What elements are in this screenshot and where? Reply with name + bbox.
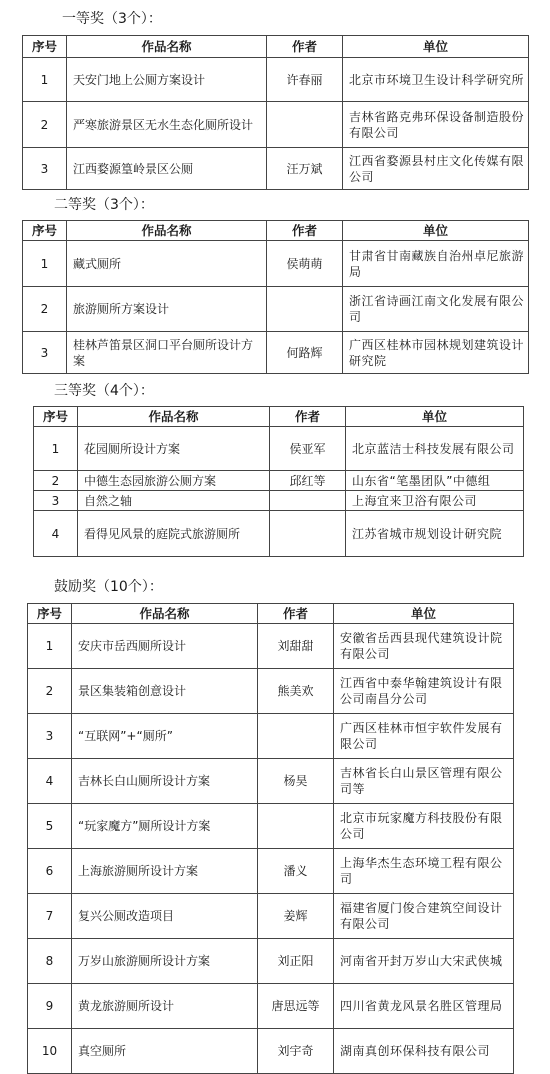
cell-no: 2 [23, 287, 67, 332]
table-row [28, 849, 514, 894]
cell-author: 刘宇奇 [258, 1029, 334, 1074]
table-row [28, 1029, 514, 1074]
header-title: 作品名称 [67, 221, 267, 241]
cell-no: 5 [28, 804, 72, 849]
cell-author: 许春丽 [267, 58, 343, 102]
cell-author: 唐思远等 [258, 984, 334, 1029]
cell-title: 安庆市岳西厕所设计 [72, 624, 258, 669]
cell-unit: 江西省中泰华翰建筑设计有限公司南昌分公司 [334, 669, 514, 714]
table-row [23, 58, 529, 102]
cell-unit: 北京蓝洁士科技发展有限公司 [346, 427, 524, 471]
header-unit: 单位 [343, 221, 529, 241]
cell-no: 4 [34, 511, 78, 557]
header-author: 作者 [267, 221, 343, 241]
cell-author [270, 511, 346, 557]
cell-no: 1 [28, 624, 72, 669]
cell-title: 中德生态园旅游公厕方案 [78, 471, 270, 491]
cell-author: 侯亚军 [270, 427, 346, 471]
header-title: 作品名称 [67, 36, 267, 58]
cell-title: 藏式厕所 [67, 241, 267, 287]
cell-author: 刘甜甜 [258, 624, 334, 669]
cell-no: 3 [23, 148, 67, 190]
cell-author: 刘正阳 [258, 939, 334, 984]
table-row [34, 511, 524, 557]
cell-title: 自然之轴 [78, 491, 270, 511]
cell-author: 何路辉 [267, 332, 343, 374]
cell-author [258, 714, 334, 759]
cell-title: 旅游厕所方案设计 [67, 287, 267, 332]
section-heading-third-prize: 三等奖（4个）： [54, 383, 154, 399]
table-row [28, 714, 514, 759]
cell-unit: 浙江省诗画江南文化发展有限公司 [343, 287, 529, 332]
cell-unit: 四川省黄龙风景名胜区管理局 [334, 984, 514, 1029]
table-row [34, 427, 524, 471]
cell-unit: 上海宜来卫浴有限公司 [346, 491, 524, 511]
table-row [28, 804, 514, 849]
cell-no: 3 [28, 714, 72, 759]
cell-title: 严寒旅游景区无水生态化厕所设计 [67, 102, 267, 148]
cell-no: 9 [28, 984, 72, 1029]
table-row [28, 894, 514, 939]
third-prize-table [33, 406, 524, 557]
cell-author: 熊美欢 [258, 669, 334, 714]
cell-no: 2 [34, 471, 78, 491]
cell-no: 2 [23, 102, 67, 148]
cell-title: 天安门地上公厕方案设计 [67, 58, 267, 102]
cell-title: 江西婺源篁岭景区公厕 [67, 148, 267, 190]
table-row [28, 984, 514, 1029]
cell-title: 景区集装箱创意设计 [72, 669, 258, 714]
table-row [23, 102, 529, 148]
cell-title: 真空厕所 [72, 1029, 258, 1074]
header-author: 作者 [258, 604, 334, 624]
cell-unit: 上海华杰生态环境工程有限公司 [334, 849, 514, 894]
cell-author: 邱红等 [270, 471, 346, 491]
table-row [34, 471, 524, 491]
cell-title: 看得见风景的庭院式旅游厕所 [78, 511, 270, 557]
cell-title: 万岁山旅游厕所设计方案 [72, 939, 258, 984]
cell-no: 2 [28, 669, 72, 714]
cell-author: 潘义 [258, 849, 334, 894]
cell-unit: 广西区桂林市恒宇软件发展有限公司 [334, 714, 514, 759]
cell-no: 8 [28, 939, 72, 984]
cell-unit: 甘肃省甘南藏族自治州卓尼旅游局 [343, 241, 529, 287]
section-heading-first-prize: 一等奖（3个）： [62, 11, 162, 27]
cell-unit: 北京市环境卫生设计科学研究所 [343, 58, 529, 102]
cell-no: 7 [28, 894, 72, 939]
cell-unit: 江西省婺源县村庄文化传媒有限公司 [343, 148, 529, 190]
cell-author [267, 287, 343, 332]
cell-unit: 北京市玩家魔方科技股份有限公司 [334, 804, 514, 849]
table-row [23, 332, 529, 374]
cell-no: 6 [28, 849, 72, 894]
cell-author: 侯萌萌 [267, 241, 343, 287]
header-title: 作品名称 [72, 604, 258, 624]
cell-title: 复兴公厕改造项目 [72, 894, 258, 939]
cell-no: 3 [23, 332, 67, 374]
encouragement-prize-table [27, 603, 514, 1074]
cell-unit: 广西区桂林市园林规划建筑设计研究院 [343, 332, 529, 374]
cell-unit: 河南省开封万岁山大宋武侠城 [334, 939, 514, 984]
cell-author [258, 804, 334, 849]
cell-title: “互联网”+“厕所” [72, 714, 258, 759]
cell-title: 吉林长白山厕所设计方案 [72, 759, 258, 804]
cell-unit: 吉林省长白山景区管理有限公司等 [334, 759, 514, 804]
header-author: 作者 [270, 407, 346, 427]
table-row [34, 491, 524, 511]
header-unit: 单位 [343, 36, 529, 58]
cell-no: 1 [23, 58, 67, 102]
cell-unit: 湖南真创环保科技有限公司 [334, 1029, 514, 1074]
table-row [23, 148, 529, 190]
table-row [28, 624, 514, 669]
cell-title: “玩家魔方”厕所设计方案 [72, 804, 258, 849]
cell-no: 3 [34, 491, 78, 511]
section-heading-encouragement-prize: 鼓励奖（10个）： [54, 579, 163, 595]
cell-title: 上海旅游厕所设计方案 [72, 849, 258, 894]
header-title: 作品名称 [78, 407, 270, 427]
header-author: 作者 [267, 36, 343, 58]
cell-no: 1 [34, 427, 78, 471]
cell-author: 姜辉 [258, 894, 334, 939]
cell-title: 桂林芦笛景区洞口平台厕所设计方案 [67, 332, 267, 374]
cell-title: 黄龙旅游厕所设计 [72, 984, 258, 1029]
first-prize-table [22, 35, 529, 190]
header-no: 序号 [34, 407, 78, 427]
second-prize-table [22, 220, 529, 374]
cell-unit: 山东省“笔墨团队”中德组 [346, 471, 524, 491]
cell-no: 1 [23, 241, 67, 287]
cell-title: 花园厕所设计方案 [78, 427, 270, 471]
header-unit: 单位 [334, 604, 514, 624]
header-no: 序号 [23, 221, 67, 241]
table-row [23, 241, 529, 287]
header-unit: 单位 [346, 407, 524, 427]
cell-author: 汪万斌 [267, 148, 343, 190]
table-row [28, 669, 514, 714]
header-no: 序号 [28, 604, 72, 624]
cell-no: 10 [28, 1029, 72, 1074]
cell-author: 杨昊 [258, 759, 334, 804]
cell-no: 4 [28, 759, 72, 804]
header-no: 序号 [23, 36, 67, 58]
cell-unit: 江苏省城市规划设计研究院 [346, 511, 524, 557]
cell-author [270, 491, 346, 511]
table-row [28, 759, 514, 804]
table-row [23, 287, 529, 332]
cell-unit: 吉林省路克弗环保设备制造股份有限公司 [343, 102, 529, 148]
cell-unit: 福建省厦门俊合建筑空间设计有限公司 [334, 894, 514, 939]
cell-unit: 安徽省岳西县现代建筑设计院有限公司 [334, 624, 514, 669]
cell-author [267, 102, 343, 148]
table-row [28, 939, 514, 984]
section-heading-second-prize: 二等奖（3个）： [54, 197, 154, 213]
